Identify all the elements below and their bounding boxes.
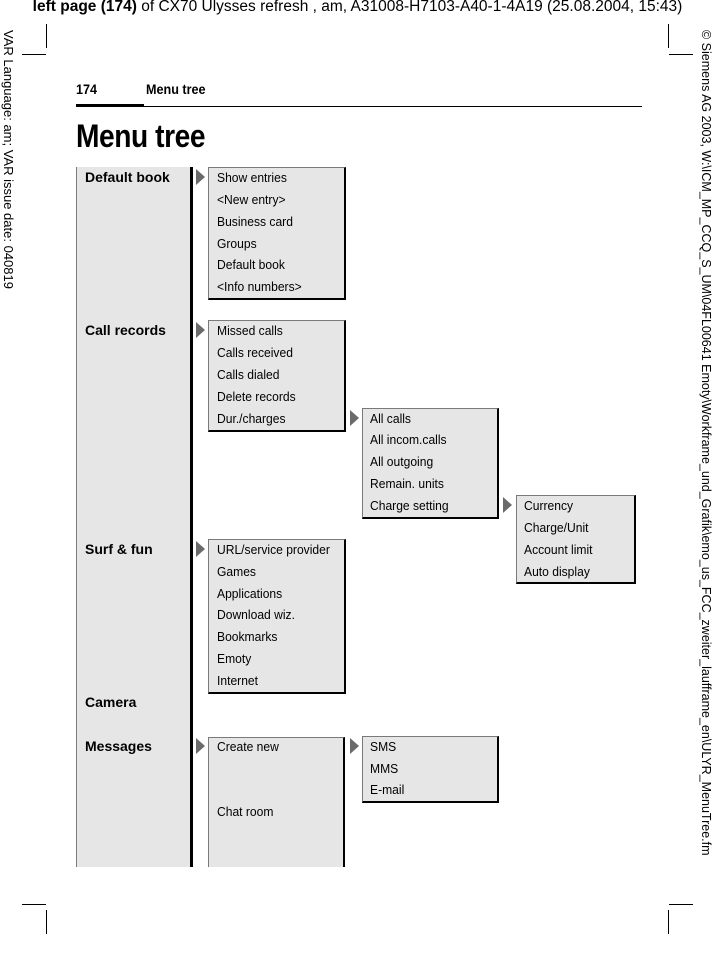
arrow-right-icon <box>196 322 205 338</box>
print-header-page: left page (174) <box>32 0 137 15</box>
submenu-item: Show entries <box>217 170 287 185</box>
submenu-item: Missed calls <box>217 323 283 338</box>
submenu-item: Download wiz. <box>217 607 295 622</box>
crop-mark <box>46 24 47 48</box>
arrow-right-icon <box>350 738 359 754</box>
submenu-item: MMS <box>370 761 399 776</box>
main-menu-column <box>76 167 193 867</box>
submenu-item: Currency <box>524 498 574 513</box>
submenu-item: Create new <box>217 739 279 754</box>
main-item-messages: Messages <box>85 738 152 754</box>
submenu-item: E-mail <box>370 782 405 797</box>
submenu-item: Auto display <box>524 564 590 579</box>
crop-mark <box>22 904 46 905</box>
submenu-item: Groups <box>217 236 257 251</box>
print-header-info: of CX70 Ulysses refresh , am, A31008-H7103-A40-1-4A19 (25.08.2004, 15:43) <box>136 0 683 15</box>
crop-mark <box>22 54 46 55</box>
arrow-right-icon <box>196 169 205 185</box>
submenu-messages <box>208 737 345 867</box>
submenu-item: Business card <box>217 214 293 229</box>
submenu-item: Calls received <box>217 345 293 360</box>
main-item-surf-fun: Surf & fun <box>85 541 153 557</box>
submenu-item: Bookmarks <box>217 629 278 644</box>
crop-mark <box>669 54 693 55</box>
submenu-item: Internet <box>217 673 259 688</box>
submenu-item: Games <box>217 564 256 579</box>
arrow-right-icon <box>196 541 205 557</box>
submenu-item: Charge setting <box>370 498 449 513</box>
submenu-item: Calls dialed <box>217 367 280 382</box>
print-header <box>0 0 715 16</box>
crop-mark <box>668 910 669 934</box>
submenu-item: Delete records <box>217 389 296 404</box>
crop-mark <box>668 24 669 48</box>
submenu-item: Default book <box>217 257 285 272</box>
running-title: Menu tree <box>146 81 206 97</box>
main-item-camera: Camera <box>85 694 137 710</box>
arrow-right-icon <box>503 497 512 513</box>
submenu-item: Account limit <box>524 542 593 557</box>
main-item-call-records: Call records <box>85 322 166 338</box>
left-margin-note: VAR Language: am; VAR issue date: 040819 <box>1 30 16 289</box>
right-margin-note: © Siemens AG 2003, W:\ICM_MP_CCQ_S_UM\04FL00641 Emoty\Workframe_und_Grafik\emo_us_FCC_zweiter_laufframe_en\ULYR_MenuTree.fm <box>699 30 713 856</box>
main-item-default-book: Default book <box>85 169 170 185</box>
header-rule-accent <box>76 104 144 107</box>
crop-mark <box>669 904 693 905</box>
arrow-right-icon <box>196 738 205 754</box>
header-rule <box>76 106 642 107</box>
submenu-item: All outgoing <box>370 454 434 469</box>
submenu-item: Emoty <box>217 651 252 666</box>
submenu-item: All calls <box>370 411 411 426</box>
submenu-item: Remain. units <box>370 476 444 491</box>
page-title: Menu tree <box>76 118 206 154</box>
submenu-item: All incom.calls <box>370 432 447 447</box>
arrow-right-icon <box>350 410 359 426</box>
submenu-item: <Info numbers> <box>217 279 302 294</box>
page-number: 174 <box>76 81 98 97</box>
submenu-item: Dur./charges <box>217 411 286 426</box>
submenu-item: Applications <box>217 586 283 601</box>
submenu-item: <New entry> <box>217 192 286 207</box>
submenu-item: URL/service provider <box>217 542 330 557</box>
submenu-item: SMS <box>370 739 397 754</box>
submenu-item: Chat room <box>217 804 274 819</box>
crop-mark <box>46 910 47 934</box>
submenu-item: Charge/Unit <box>524 520 589 535</box>
